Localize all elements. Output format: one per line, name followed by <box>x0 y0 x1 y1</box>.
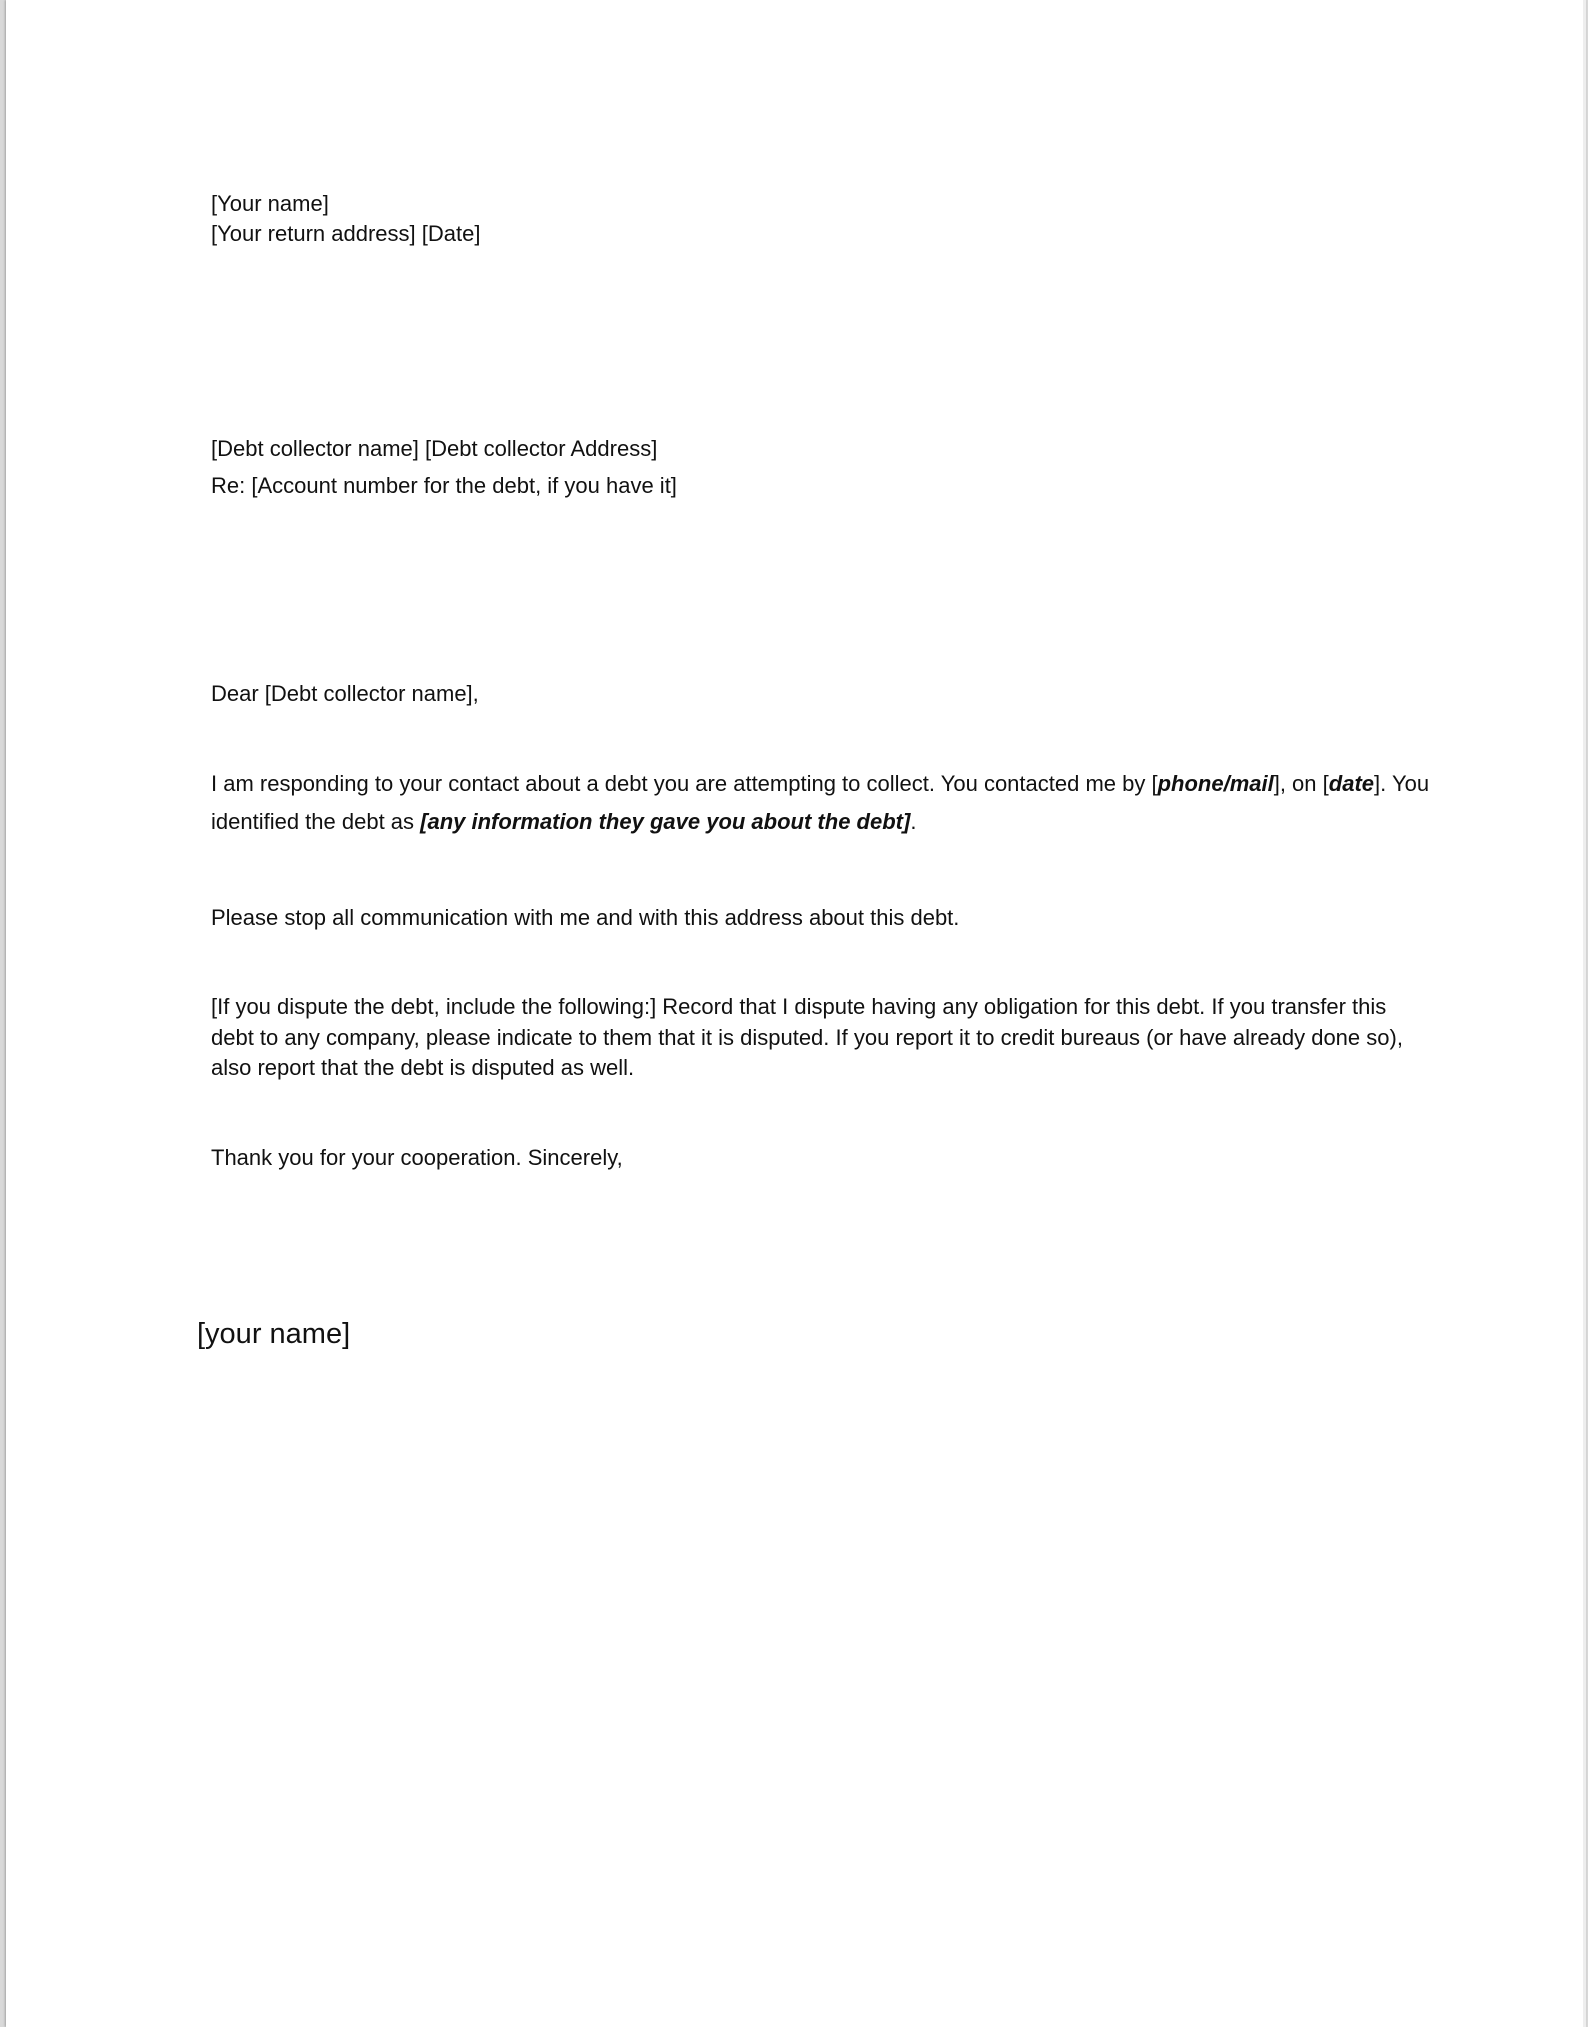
paragraph-contact <box>211 765 1431 841</box>
re-line: Re: [Account number for the debt, if you have it] <box>211 473 677 498</box>
paragraph-contact-text-1: I am responding to your contact about a debt you are attempting to collect. You contacted me by [ <box>211 771 1158 796</box>
paragraph-contact-text-2: ], on [ <box>1273 771 1329 796</box>
paragraph-dispute: [If you dispute the debt, include the following:] Record that I dispute having any obligation for this debt. If you transfer this debt to any company, please indicate to them that it is disputed. If you report it to credit bureaus (or have already done so), also report that the debt is disputed as well. <box>211 994 1403 1080</box>
signature: [your name] <box>197 1318 351 1350</box>
paragraph-stop-communication: Please stop all communication with me and with this address about this debt. <box>211 905 960 930</box>
document-page <box>6 0 1586 2027</box>
page-edge <box>1583 0 1586 2027</box>
debt-information: [any information they gave you about the debt] <box>420 809 911 834</box>
sender-name: [Your name] <box>211 191 329 216</box>
paragraph-contact-text-3: ]. You identified the debt as <box>211 771 1430 834</box>
contact-method: phone/mail <box>1157 771 1274 796</box>
contact-date: date <box>1328 771 1375 796</box>
paragraph-contact-text-4: . <box>910 809 917 834</box>
sender-address-date: [Your return address] [Date] <box>211 221 481 246</box>
recipient-name-address: [Debt collector name] [Debt collector Address] <box>211 436 658 461</box>
closing: Thank you for your cooperation. Sincerely, <box>211 1145 623 1170</box>
salutation: Dear [Debt collector name], <box>211 681 479 706</box>
